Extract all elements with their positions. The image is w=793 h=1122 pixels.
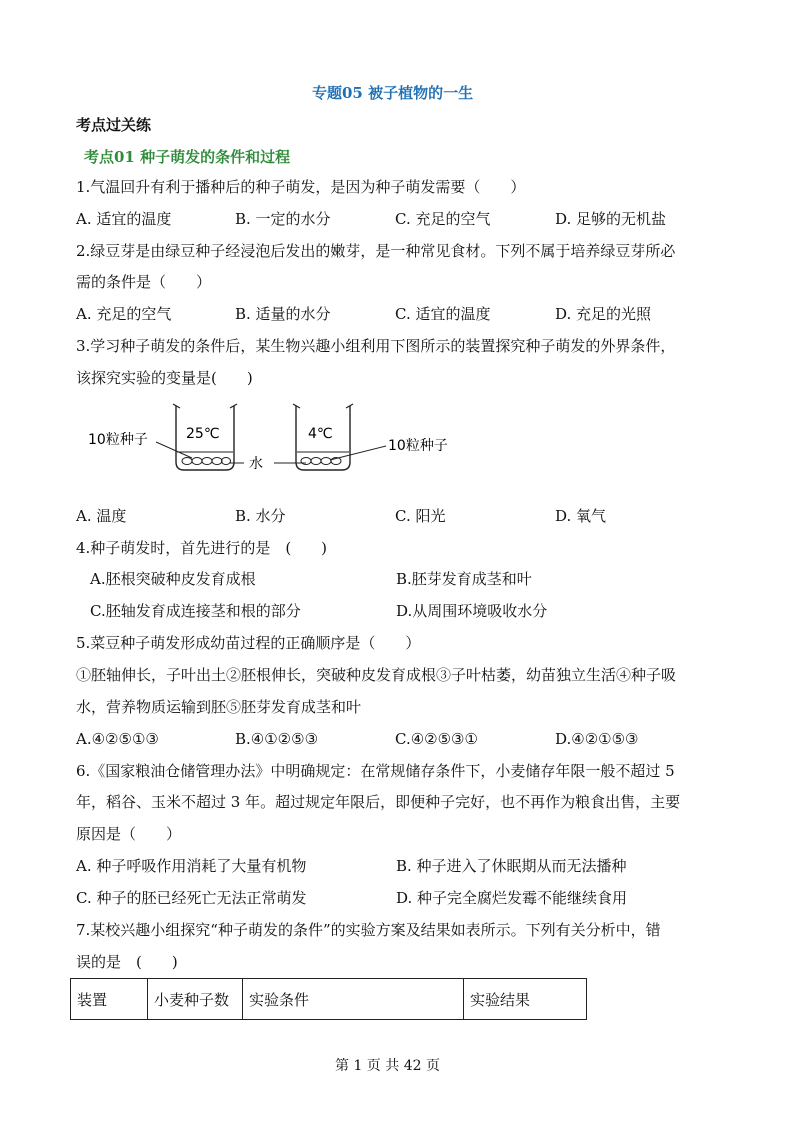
left-beaker — [173, 404, 237, 470]
q1-stem: 1.气温回升有利于播种后的种子萌发，是因为种子萌发需要（ ） — [76, 178, 526, 196]
page-number: 第 1 页 共 42 页 — [335, 1058, 440, 1074]
q2-stem-line2: 需的条件是（ ） — [76, 273, 212, 291]
q3-stem-line2: 该探究实验的变量是( ) — [76, 369, 253, 387]
q3-stem-line1: 3.学习种子萌发的条件后，某生物兴趣小组利用下图所示的装置探究种子萌发的外界条件， — [76, 337, 676, 355]
q2-option-a: A. 充足的空气 — [76, 305, 172, 323]
page-title: 专题05 被子植物的一生 — [312, 84, 474, 102]
table-header-cell: 实验条件 — [243, 979, 464, 1020]
q5-option-a: A.④②⑤①③ — [76, 730, 159, 748]
topic-heading: 考点01 种子萌发的条件和过程 — [84, 148, 291, 166]
left-seed-pointer — [156, 442, 192, 458]
q4-option-d: D.从周围环境吸收水分 — [396, 602, 548, 620]
q5-stem: 5.菜豆种子萌发形成幼苗过程的正确顺序是（ ） — [76, 634, 421, 652]
q6-stem-line2: 年，稻谷、玉米不超过 3 年。超过规定年限后，即便种子完好，也不再作为粮食出售，主要 — [76, 793, 681, 811]
table-header-cell: 装置 — [71, 979, 148, 1020]
q3-option-c: C. 阳光 — [395, 507, 446, 525]
table-header-cell: 小麦种子数 — [148, 979, 243, 1020]
q7-stem-line2: 误的是 ( ) — [76, 953, 178, 971]
table-header-cell: 实验结果 — [464, 979, 587, 1020]
left-seeds — [182, 458, 231, 465]
q5-option-d: D.④②①⑤③ — [555, 730, 639, 748]
q3-option-b: B. 水分 — [235, 507, 286, 525]
q7-experiment-table — [70, 978, 587, 1020]
q3-option-d: D. 氧气 — [555, 507, 607, 525]
q5-option-c: C.④②⑤③① — [395, 730, 478, 748]
q4-option-c: C.胚轴发育成连接茎和根的部分 — [90, 602, 301, 620]
q4-stem: 4.种子萌发时，首先进行的是 ( ) — [76, 539, 328, 557]
left-seed-label: 10粒种子 — [88, 432, 148, 448]
q2-option-b: B. 适量的水分 — [235, 305, 331, 323]
q1-option-c: C. 充足的空气 — [395, 210, 491, 228]
q3-option-a: A. 温度 — [76, 507, 127, 525]
q6-option-d: D. 种子完全腐烂发霉不能继续食用 — [396, 889, 628, 907]
q5-description-line1: ①胚轴伸长，子叶出土②胚根伸长，突破种皮发育成根③子叶枯萎，幼苗独立生活④种子吸 — [76, 666, 677, 684]
table-header-row — [71, 979, 587, 1020]
q1-option-d: D. 足够的无机盐 — [555, 210, 667, 228]
q6-stem-line1: 6.《国家粮油仓储管理办法》中明确规定：在常规储存条件下，小麦储存年限一般不超过 5 — [76, 762, 675, 780]
right-seed-pointer — [330, 446, 386, 460]
q5-description-line2: 水，营养物质运输到胚⑤胚芽发育成茎和叶 — [76, 698, 362, 716]
q2-option-d: D. 充足的光照 — [555, 305, 652, 323]
q1-option-b: B. 一定的水分 — [235, 210, 331, 228]
right-beaker — [293, 404, 353, 470]
q3-beaker-figure — [80, 400, 480, 480]
right-seed-label: 10粒种子 — [388, 438, 448, 454]
q1-option-a: A. 适宜的温度 — [76, 210, 172, 228]
q6-option-a: A. 种子呼吸作用消耗了大量有机物 — [76, 857, 307, 875]
left-temperature: 25℃ — [186, 426, 220, 442]
q4-option-b: B.胚芽发育成茎和叶 — [396, 570, 532, 588]
q2-option-c: C. 适宜的温度 — [395, 305, 491, 323]
right-temperature: 4℃ — [308, 426, 333, 442]
q7-stem-line1: 7.某校兴趣小组探究“种子萌发的条件”的实验方案及结果如表所示。下列有关分析中，错 — [76, 921, 661, 939]
q6-option-c: C. 种子的胚已经死亡无法正常萌发 — [76, 889, 307, 907]
q6-option-b: B. 种子进入了休眠期从而无法播种 — [396, 857, 627, 875]
q2-stem-line1: 2.绿豆芽是由绿豆种子经浸泡后发出的嫩芽，是一种常见食材。下列不属于培养绿豆芽所必 — [76, 242, 676, 260]
water-label: 水 — [249, 456, 263, 472]
q5-option-b: B.④①②⑤③ — [235, 730, 319, 748]
q6-stem-line3: 原因是（ ） — [76, 825, 182, 843]
q4-option-a: A.胚根突破种皮发育成根 — [90, 570, 256, 588]
section-heading: 考点过关练 — [76, 116, 152, 134]
